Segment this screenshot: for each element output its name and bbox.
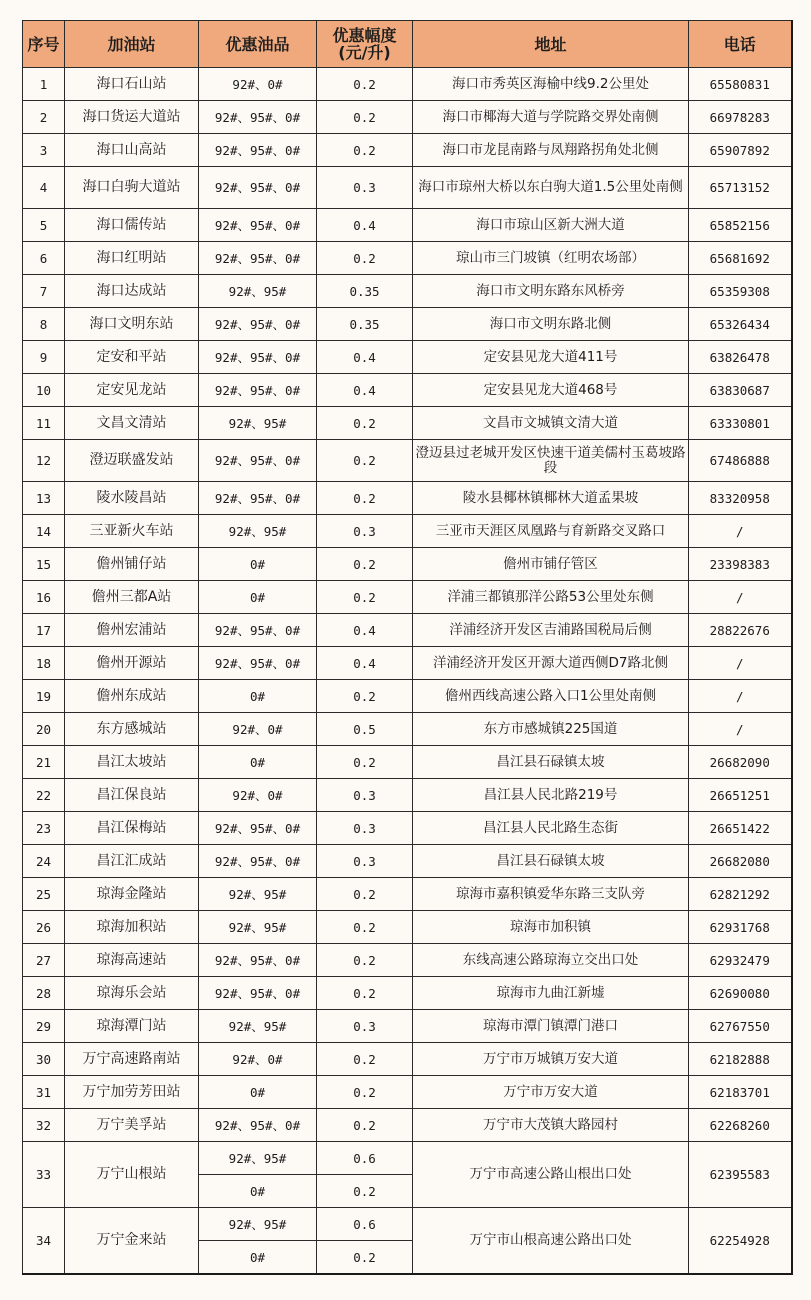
discount-amount: 0.4 [317,647,413,680]
discount-amount: 0.2 [317,1076,413,1109]
fuel-types: 92#、95#、0# [199,440,317,482]
station-phone: 63826478 [689,341,792,374]
table-row [23,341,792,374]
table-row [23,647,792,680]
row-number: 10 [23,374,65,407]
station-address: 万宁市万城镇万安大道 [413,1043,689,1076]
station-phone: 62767550 [689,1010,792,1043]
discount-amount: 0.2 [317,680,413,713]
header-phone: 电话 [689,21,792,68]
station-address: 昌江县人民北路219号 [413,779,689,812]
header-discount-line1: 优惠幅度 [332,26,397,45]
discount-amount: 0.2 [317,1175,413,1208]
station-name: 儋州开源站 [65,647,199,680]
discount-amount: 0.2 [317,407,413,440]
station-phone: / [689,647,792,680]
row-number: 33 [23,1142,65,1208]
station-address: 洋浦经济开发区开源大道西侧D7路北侧 [413,647,689,680]
fuel-types: 92#、95#、0# [199,167,317,209]
discount-amount: 0.2 [317,746,413,779]
fuel-types: 92#、95# [199,407,317,440]
station-address: 海口市龙昆南路与凤翔路拐角处北侧 [413,134,689,167]
station-phone: 63830687 [689,374,792,407]
discount-amount: 0.2 [317,878,413,911]
fuel-types: 92#、95#、0# [199,101,317,134]
station-address: 海口市文明东路东风桥旁 [413,275,689,308]
fuel-types: 92#、95#、0# [199,341,317,374]
discount-amount: 0.2 [317,134,413,167]
station-address: 万宁市山根高速公路出口处 [413,1208,689,1275]
fuel-types: 92#、95#、0# [199,647,317,680]
station-phone: / [689,581,792,614]
table-row [23,1010,792,1043]
fuel-types: 92#、95# [199,1142,317,1175]
row-number: 29 [23,1010,65,1043]
station-phone: 65852156 [689,209,792,242]
row-number: 3 [23,134,65,167]
station-phone: 62183701 [689,1076,792,1109]
station-phone: / [689,515,792,548]
fuel-types: 92#、95#、0# [199,1109,317,1142]
gas-station-discount-table [22,20,793,1275]
station-name: 万宁金来站 [65,1208,199,1275]
station-address: 陵水县椰林镇椰林大道孟果坡 [413,482,689,515]
fuel-types: 0# [199,680,317,713]
row-number: 8 [23,308,65,341]
fuel-types: 92#、95#、0# [199,482,317,515]
table-row [23,911,792,944]
row-number: 34 [23,1208,65,1275]
station-name: 琼海乐会站 [65,977,199,1010]
table-row [23,1142,792,1175]
station-name: 琼海潭门站 [65,1010,199,1043]
discount-amount: 0.35 [317,275,413,308]
row-number: 11 [23,407,65,440]
station-name: 昌江太坡站 [65,746,199,779]
station-phone: 26651422 [689,812,792,845]
station-name: 琼海高速站 [65,944,199,977]
station-address: 万宁市万安大道 [413,1076,689,1109]
station-address: 东方市感城镇225国道 [413,713,689,746]
row-number: 22 [23,779,65,812]
station-name: 三亚新火车站 [65,515,199,548]
row-number: 24 [23,845,65,878]
row-number: 1 [23,68,65,101]
station-name: 海口白驹大道站 [65,167,199,209]
fuel-types: 92#、95#、0# [199,209,317,242]
table-row [23,68,792,101]
discount-amount: 0.2 [317,581,413,614]
station-address: 定安县见龙大道468号 [413,374,689,407]
fuel-types: 0# [199,746,317,779]
discount-amount: 0.2 [317,1241,413,1275]
discount-amount: 0.2 [317,440,413,482]
row-number: 12 [23,440,65,482]
station-phone: 62395583 [689,1142,792,1208]
header-discount-line2: (元/升) [338,43,391,62]
fuel-types: 0# [199,548,317,581]
station-name: 儋州东成站 [65,680,199,713]
station-address: 定安县见龙大道411号 [413,341,689,374]
table-row [23,134,792,167]
station-address: 万宁市高速公路山根出口处 [413,1142,689,1208]
station-phone: 62182888 [689,1043,792,1076]
row-number: 27 [23,944,65,977]
table-row [23,977,792,1010]
fuel-types: 92#、95#、0# [199,614,317,647]
header-address: 地址 [413,21,689,68]
fuel-types: 92#、95#、0# [199,812,317,845]
station-address: 琼海市潭门镇潭门港口 [413,1010,689,1043]
discount-amount: 0.3 [317,167,413,209]
station-phone: 62690080 [689,977,792,1010]
station-name: 儋州宏浦站 [65,614,199,647]
fuel-types: 92#、95#、0# [199,977,317,1010]
discount-amount: 0.4 [317,341,413,374]
station-name: 海口文明东站 [65,308,199,341]
station-phone: 63330801 [689,407,792,440]
station-name: 海口红明站 [65,242,199,275]
discount-amount: 0.35 [317,308,413,341]
station-address: 儋州市铺仔管区 [413,548,689,581]
header-discount [317,21,413,68]
station-address: 儋州西线高速公路入口1公里处南侧 [413,680,689,713]
row-number: 16 [23,581,65,614]
fuel-types: 92#、95#、0# [199,845,317,878]
row-number: 20 [23,713,65,746]
table-row [23,1208,792,1241]
row-number: 4 [23,167,65,209]
row-number: 28 [23,977,65,1010]
row-number: 2 [23,101,65,134]
station-phone: 65713152 [689,167,792,209]
station-name: 儋州铺仔站 [65,548,199,581]
fuel-types: 92#、95# [199,911,317,944]
station-phone: 26682090 [689,746,792,779]
header-no: 序号 [23,21,65,68]
table-row [23,167,792,209]
discount-amount: 0.2 [317,977,413,1010]
row-number: 5 [23,209,65,242]
fuel-types: 92#、0# [199,713,317,746]
station-name: 海口达成站 [65,275,199,308]
row-number: 31 [23,1076,65,1109]
station-address: 洋浦三都镇那洋公路53公里处东侧 [413,581,689,614]
row-number: 26 [23,911,65,944]
station-phone: 65681692 [689,242,792,275]
station-address: 文昌市文城镇文清大道 [413,407,689,440]
station-address: 琼海市加积镇 [413,911,689,944]
station-name: 琼海金隆站 [65,878,199,911]
station-name: 昌江保良站 [65,779,199,812]
station-name: 文昌文清站 [65,407,199,440]
station-address: 琼山市三门坡镇（红明农场部） [413,242,689,275]
row-number: 18 [23,647,65,680]
station-name: 昌江保梅站 [65,812,199,845]
station-address: 琼海市九曲江新墟 [413,977,689,1010]
station-address: 琼海市嘉积镇爱华东路三支队旁 [413,878,689,911]
discount-amount: 0.3 [317,845,413,878]
station-name: 东方感城站 [65,713,199,746]
table-row [23,614,792,647]
fuel-types: 92#、95# [199,1010,317,1043]
row-number: 13 [23,482,65,515]
table-row [23,878,792,911]
discount-amount: 0.6 [317,1142,413,1175]
table-row [23,374,792,407]
station-name: 昌江汇成站 [65,845,199,878]
table-row [23,1109,792,1142]
station-name: 澄迈联盛发站 [65,440,199,482]
row-number: 25 [23,878,65,911]
station-phone: 28822676 [689,614,792,647]
station-phone: 83320958 [689,482,792,515]
station-phone: 65326434 [689,308,792,341]
header-row [23,21,792,68]
station-phone: 23398383 [689,548,792,581]
discount-amount: 0.2 [317,944,413,977]
table-row [23,440,792,482]
station-name: 万宁山根站 [65,1142,199,1208]
row-number: 19 [23,680,65,713]
table-row [23,779,792,812]
discount-amount: 0.4 [317,614,413,647]
fuel-types: 92#、0# [199,1043,317,1076]
station-address: 海口市秀英区海榆中线9.2公里处 [413,68,689,101]
fuel-types: 92#、95#、0# [199,242,317,275]
station-phone: 62932479 [689,944,792,977]
header-fuel: 优惠油品 [199,21,317,68]
station-phone: 65907892 [689,134,792,167]
station-name: 万宁高速路南站 [65,1043,199,1076]
row-number: 14 [23,515,65,548]
table-row [23,275,792,308]
discount-amount: 0.2 [317,548,413,581]
discount-amount: 0.6 [317,1208,413,1241]
fuel-types: 0# [199,581,317,614]
station-name: 陵水陵昌站 [65,482,199,515]
fuel-types: 0# [199,1175,317,1208]
fuel-types: 92#、95# [199,515,317,548]
station-address: 万宁市大茂镇大路园村 [413,1109,689,1142]
discount-amount: 0.3 [317,779,413,812]
station-name: 海口货运大道站 [65,101,199,134]
fuel-types: 92#、95# [199,275,317,308]
discount-amount: 0.5 [317,713,413,746]
row-number: 9 [23,341,65,374]
header-station: 加油站 [65,21,199,68]
discount-amount: 0.2 [317,68,413,101]
row-number: 17 [23,614,65,647]
fuel-types: 92#、95#、0# [199,134,317,167]
station-phone: 62821292 [689,878,792,911]
station-name: 海口山高站 [65,134,199,167]
table-row [23,746,792,779]
fuel-types: 0# [199,1241,317,1275]
discount-amount: 0.2 [317,242,413,275]
table-row [23,548,792,581]
station-phone: / [689,713,792,746]
row-number: 23 [23,812,65,845]
station-address: 澄迈县过老城开发区快速干道美儒村玉葛坡路段 [413,440,689,482]
fuel-types: 92#、95#、0# [199,944,317,977]
table-row [23,209,792,242]
station-phone: 62931768 [689,911,792,944]
row-number: 15 [23,548,65,581]
discount-amount: 0.2 [317,1109,413,1142]
fuel-types: 92#、95# [199,1208,317,1241]
station-phone: 67486888 [689,440,792,482]
station-name: 定安和平站 [65,341,199,374]
station-phone: 65359308 [689,275,792,308]
station-address: 昌江县石碌镇太坡 [413,845,689,878]
table-row [23,101,792,134]
row-number: 32 [23,1109,65,1142]
station-phone: 26651251 [689,779,792,812]
table-row [23,308,792,341]
fuel-types: 92#、95# [199,878,317,911]
discount-amount: 0.2 [317,482,413,515]
discount-amount: 0.4 [317,374,413,407]
station-name: 琼海加积站 [65,911,199,944]
table-row [23,1043,792,1076]
table-row [23,242,792,275]
fuel-types: 92#、95#、0# [199,308,317,341]
discount-amount: 0.3 [317,1010,413,1043]
discount-amount: 0.4 [317,209,413,242]
station-address: 海口市琼山区新大洲大道 [413,209,689,242]
station-address: 昌江县石碌镇太坡 [413,746,689,779]
discount-amount: 0.2 [317,911,413,944]
station-phone: 65580831 [689,68,792,101]
fuel-types: 0# [199,1076,317,1109]
table-row [23,944,792,977]
station-address: 三亚市天涯区凤凰路与育新路交叉路口 [413,515,689,548]
station-phone: / [689,680,792,713]
fuel-types: 92#、0# [199,779,317,812]
table-row [23,680,792,713]
station-address: 海口市琼州大桥以东白驹大道1.5公里处南侧 [413,167,689,209]
table-row [23,407,792,440]
station-address: 海口市椰海大道与学院路交界处南侧 [413,101,689,134]
row-number: 6 [23,242,65,275]
discount-amount: 0.3 [317,812,413,845]
station-name: 海口儒传站 [65,209,199,242]
table-row [23,713,792,746]
station-name: 定安见龙站 [65,374,199,407]
station-name: 儋州三都A站 [65,581,199,614]
table-row [23,482,792,515]
fuel-types: 92#、95#、0# [199,374,317,407]
row-number: 21 [23,746,65,779]
station-address: 昌江县人民北路生态街 [413,812,689,845]
row-number: 7 [23,275,65,308]
discount-amount: 0.2 [317,1043,413,1076]
station-phone: 66978283 [689,101,792,134]
station-name: 海口石山站 [65,68,199,101]
station-address: 东线高速公路琼海立交出口处 [413,944,689,977]
station-phone: 26682080 [689,845,792,878]
table-row [23,581,792,614]
station-address: 海口市文明东路北侧 [413,308,689,341]
station-phone: 62268260 [689,1109,792,1142]
fuel-types: 92#、0# [199,68,317,101]
table-row [23,1076,792,1109]
station-phone: 62254928 [689,1208,792,1275]
station-address: 洋浦经济开发区吉浦路国税局后侧 [413,614,689,647]
station-name: 万宁美孚站 [65,1109,199,1142]
table-row [23,845,792,878]
row-number: 30 [23,1043,65,1076]
table-row [23,812,792,845]
discount-amount: 0.3 [317,515,413,548]
discount-amount: 0.2 [317,101,413,134]
table-row [23,515,792,548]
station-name: 万宁加劳芳田站 [65,1076,199,1109]
